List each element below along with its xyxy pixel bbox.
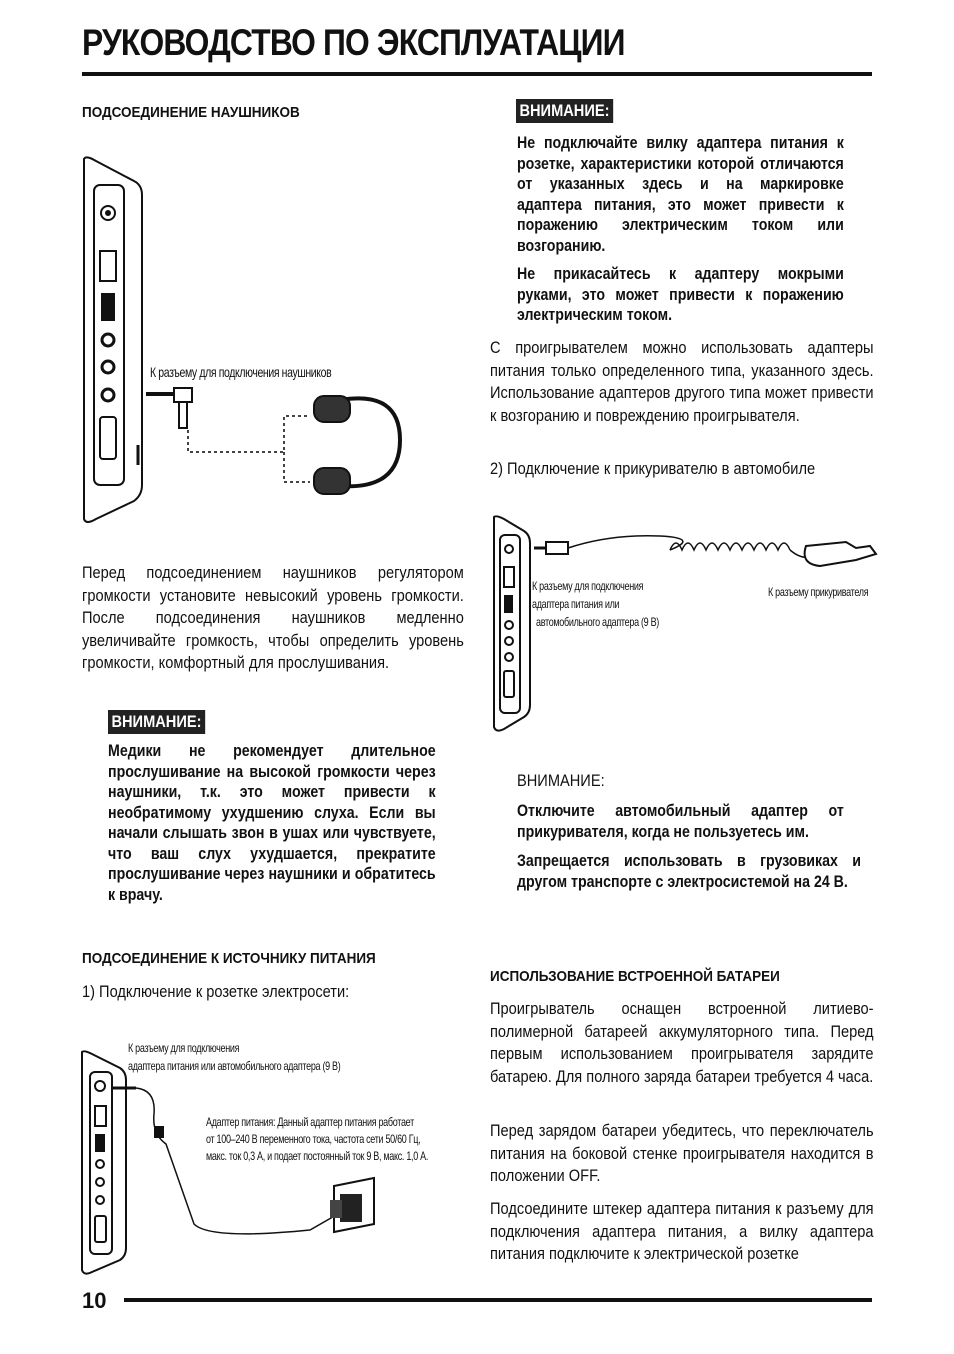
headphones-warning-text: Медики не рекомендует длительное прослушивание на высокой громкости через наушники, т.к. это может привести к необратимому ухудшению слуха. Если вы начали слышать звон в ушах или чувствуете, что ваш слух ухудшается, прекратите прослушивание через наушники и обратитесь к врачу. — [108, 742, 436, 904]
adapter-note-1: Адаптер питания: Данный адаптер питания работает — [206, 1115, 414, 1129]
header-rule — [82, 72, 872, 76]
footer-rule — [124, 1298, 872, 1302]
car-connector-label-3: автомобильного адаптера (9 В) — [536, 615, 659, 629]
power-connector-label-2: адаптера питания или автомобильного адаптера (9 В) — [128, 1059, 341, 1073]
car-warning-para-2: Запрещается использовать в грузовиках и другом транспорте с электросистемой на 24 В. — [517, 852, 861, 891]
power-warning-para-1: Не подключайте вилку адаптера питания к розетке, характеристики которой отличаются от указанных здесь и на маркировке адаптера питания, это может привести к поражению электрическим током или возгоранию. — [517, 134, 844, 255]
adapter-note-3: макс. ток 0,3 А, и подает постоянный ток 9 В, макс. 1,0 А. — [206, 1149, 429, 1163]
battery-heading: ИСПОЛЬЗОВАНИЕ ВСТРОЕННОЙ БАТАРЕИ — [490, 968, 780, 985]
adapters-text: С проигрывателем можно использовать адаптеры питания только определенного типа, указанного здесь. Использование адаптеров другого типа может привести к возгоранию и повреждению проигрывателя. — [490, 338, 874, 425]
car-item-2: 2) Подключение к прикуривателю в автомобиле — [490, 459, 816, 478]
battery-para-2: Перед зарядом батареи убедитесь, что переключатель питания на боковой стенке проигрывателя находится в положении OFF. — [490, 1121, 874, 1185]
power-item-1: 1) Подключение к розетке электросети: — [82, 982, 350, 1001]
power-connector-label-1: К разъему для подключения — [128, 1041, 240, 1055]
player-side-panel-icon — [76, 155, 156, 525]
battery-para-1: Проигрыватель оснащен встроенной литиево-полимерной батареей аккумуляторного типа. Перед первым использованием проигрывателя зарядите батарею. Для полного заряда батареи требуется 4 часа. — [490, 999, 874, 1086]
power-warning-badge: ВНИМАНИЕ: — [516, 99, 613, 123]
headphones-warning-badge: ВНИМАНИЕ: — [108, 710, 205, 734]
headphones-jack-label: К разъему для подключения наушников — [150, 364, 332, 380]
headphones-heading: ПОДСОЕДИНЕНИЕ НАУШНИКОВ — [82, 104, 300, 121]
car-connector-label-1: К разъему для подключения — [532, 579, 644, 593]
wall-outlet-icon — [322, 1176, 382, 1236]
car-connector-label-2: адаптера питания или — [532, 597, 620, 611]
adapter-note-2: от 100–240 В переменного тока, частота сети 50/60 Гц, — [206, 1132, 421, 1146]
headphones-cable — [180, 410, 320, 490]
page-title: РУКОВОДСТВО ПО ЭКСПЛУАТАЦИИ — [82, 22, 625, 63]
page-number: 10 — [82, 1288, 107, 1313]
power-warning-para-2: Не прикасайтесь к адаптеру мокрыми руками, это может привести к поражению электрическим током. — [517, 265, 844, 324]
car-warning-title: ВНИМАНИЕ: — [517, 771, 605, 790]
car-warning-para-1: Отключите автомобильный адаптер от прикуривателя, когда не пользуетесь им. — [517, 802, 844, 841]
battery-para-3: Подсоедините штекер адаптера питания к разъему для подключения адаптера питания, а вилку адаптера питания подключите к электрической розетке — [490, 1199, 874, 1263]
lighter-label: К разъему прикуривателя — [768, 585, 869, 599]
power-heading: ПОДСОЕДИНЕНИЕ К ИСТОЧНИКУ ПИТАНИЯ — [82, 950, 376, 967]
headphones-icon — [300, 390, 410, 500]
headphones-text: Перед подсоединением наушников регулятором громкости установите невысокий уровень громкости. После подсоединения наушников медленно увеличивайте громкость, чтобы определить уровень громкости, комфортный для прослушивания. — [82, 563, 464, 672]
